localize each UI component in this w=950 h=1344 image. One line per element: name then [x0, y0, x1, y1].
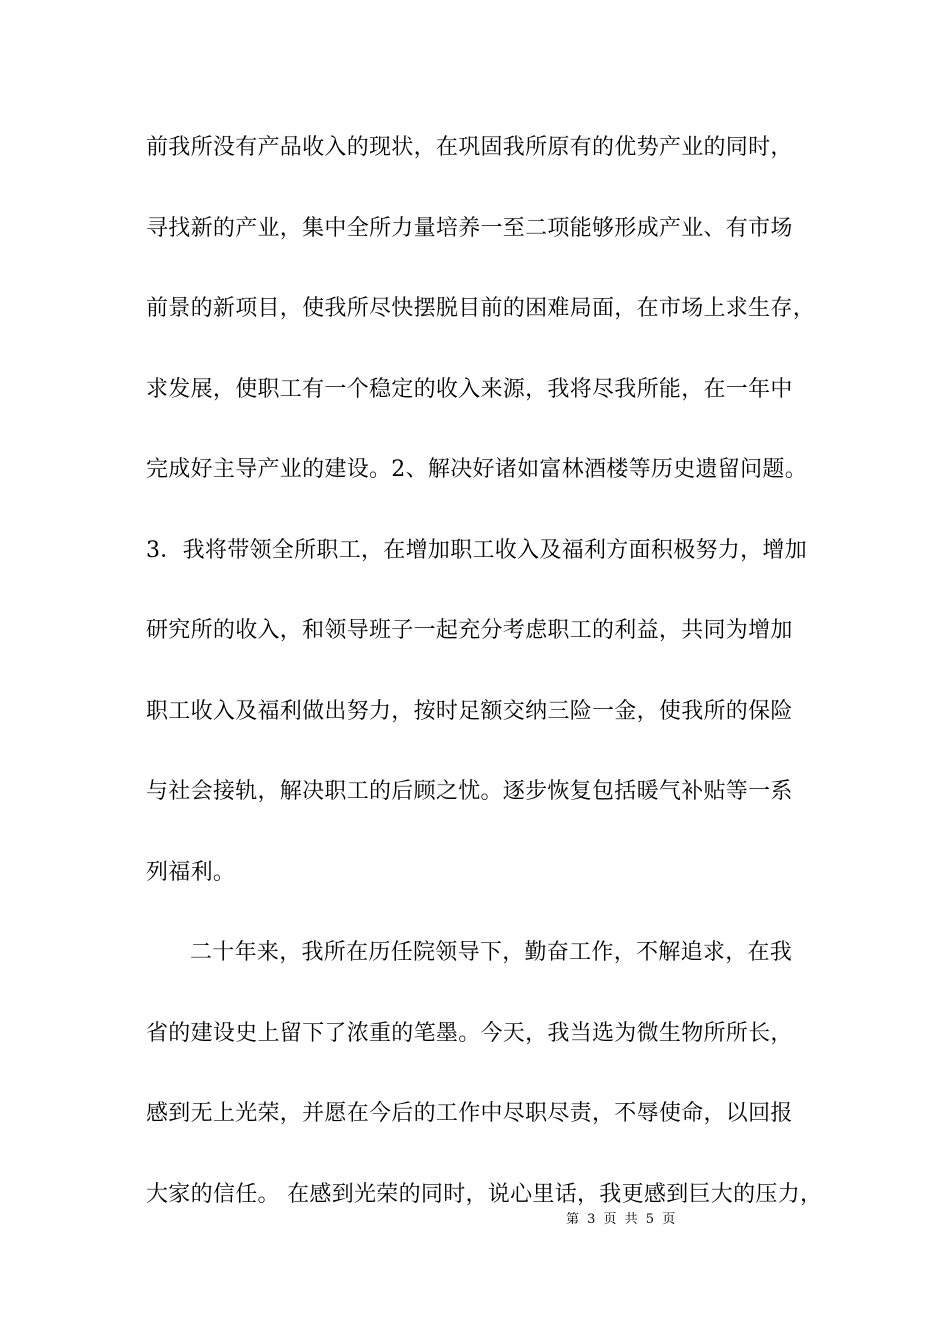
text-line: 感到无上光荣，并愿在今后的工作中尽职尽责，不辱使命，以回报: [146, 1101, 793, 1126]
text-line: 与社会接轨，解决职工的后顾之忧。逐步恢复包括暖气补贴等一系: [146, 779, 793, 804]
paragraph-first-line: 二十年来，我所在历任院领导下，勤奋工作，不解追求，在我: [190, 940, 793, 965]
body-text: [146, 128, 826, 1255]
text-line: 前我所没有产品收入的现状，在巩固我所原有的优势产业的同时，: [146, 135, 793, 160]
page-footer: 第 3 页 共 5 页: [566, 1212, 678, 1227]
text-line: 研究所的收入，和领导班子一起充分考虑职工的利益，共同为增加: [146, 618, 793, 643]
text-line: 3．我将带领全所职工，在增加职工收入及福利方面积极努力，增加: [146, 537, 807, 563]
text-line: 大家的信任。 在感到光荣的同时，说心里话，我更感到巨大的压力，: [146, 1181, 823, 1207]
text-line: 求发展，使职工有一个稳定的收入来源，我将尽我所能，在一年中: [146, 376, 793, 402]
text-line: 前景的新项目，使我所尽快摆脱目前的困难局面，在市场上求生存，: [146, 296, 816, 321]
text-line: 省的建设史上留下了浓重的笔墨。今天，我当选为微生物所所长，: [146, 1020, 793, 1046]
text-line: 完成好主导产业的建设。2、解决好诸如富林酒楼等历史遗留问题。: [146, 457, 807, 482]
text-line: 列福利。: [146, 859, 236, 885]
text-line: 寻找新的产业，集中全所力量培养一至二项能够形成产业、有市场: [146, 215, 793, 241]
text-line: 职工收入及福利做出努力，按时足额交纳三险一金，使我所的保险: [146, 698, 793, 724]
